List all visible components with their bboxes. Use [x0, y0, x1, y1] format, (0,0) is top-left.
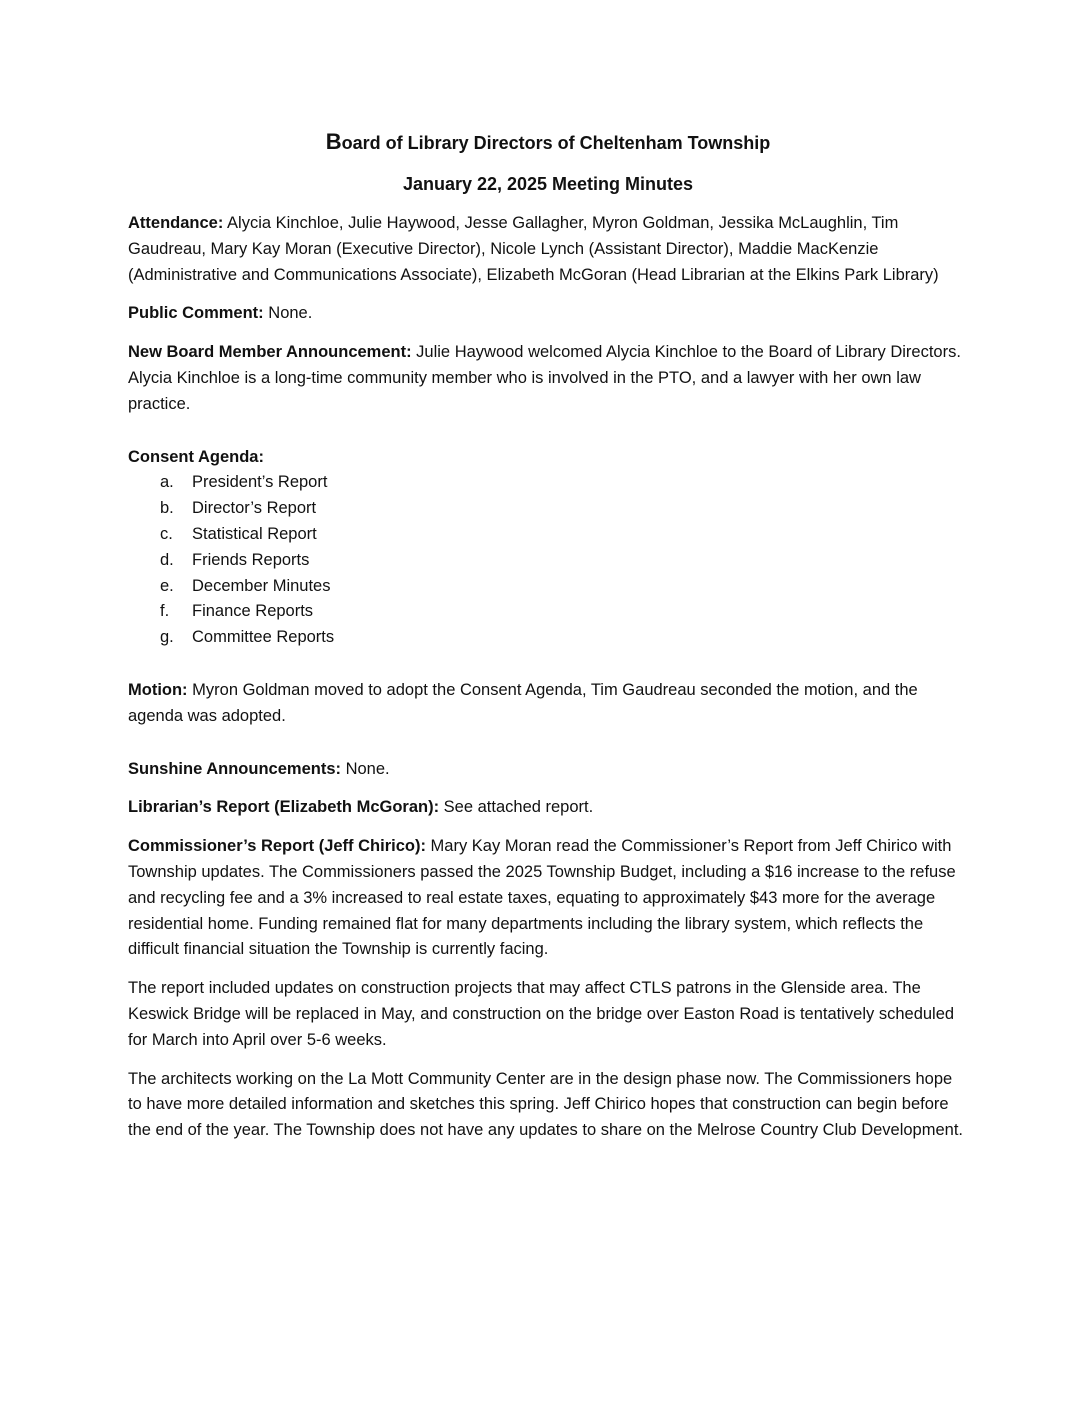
- list-item: f. Finance Reports: [160, 602, 314, 621]
- attendance-label: Attendance:: [128, 214, 224, 232]
- commissioner-text: Mary Kay Moran read the Commissioner’s Report from Jeff Chirico with Township updates. The Commissioners passed the 2025 Township Budget, including a $16 increase to the refuse and recycling fee and a 3% increased to real estate taxes, equating to approximately $43 more for the average residential home. Funding remained flat for many departments including the library system, which reflects the difficult financial situation the Township is currently facing.: [128, 837, 956, 959]
- attendance-paragraph: [128, 211, 968, 288]
- consent-agenda-list: [128, 470, 968, 651]
- motion-paragraph: [128, 678, 968, 730]
- document-title: [128, 130, 968, 155]
- consent-agenda-heading: Consent Agenda:: [128, 447, 264, 466]
- new-member-label: New Board Member Announcement:: [128, 343, 412, 362]
- librarian-label: Librarian’s Report (Elizabeth McGoran):: [128, 798, 440, 817]
- motion-label: Motion:: [128, 680, 188, 699]
- list-item: g. Committee Reports: [160, 628, 335, 647]
- public-comment-text: None.: [263, 304, 313, 323]
- list-item: a. President’s Report: [160, 473, 328, 492]
- sunshine-paragraph: [128, 757, 968, 783]
- commissioner-label: Commissioner’s Report (Jeff Chirico):: [128, 837, 426, 856]
- motion-text: Myron Goldman moved to adopt the Consent Agenda, Tim Gaudreau seconded the motion, and the agenda was adopted.: [128, 680, 918, 725]
- commissioner-paragraph: [128, 834, 968, 963]
- list-item: e. December Minutes: [160, 576, 331, 595]
- construction-paragraph: The report included updates on construction projects that may affect CTLS patrons in the Glenside area. The Keswick Bridge will be replaced in May, and construction on the bridge over Easton Road is tentatively scheduled for March into April over 5-6 weeks.: [128, 979, 955, 1049]
- title-initial: B: [325, 129, 342, 154]
- title-rest: oard of Library Directors of Cheltenham Township: [341, 133, 771, 153]
- document-subtitle: January 22, 2025 Meeting Minutes: [402, 174, 694, 194]
- document-page: [128, 128, 968, 1144]
- librarian-text: See attached report.: [439, 798, 594, 817]
- sunshine-text: None.: [341, 759, 390, 778]
- librarian-paragraph: [128, 795, 968, 821]
- sunshine-label: Sunshine Announcements:: [128, 759, 341, 778]
- architects-paragraph: The architects working on the La Mott Community Center are in the design phase now. The Commissioners hope to have more detailed information and sketches this spring. Jeff Chirico hopes that construction can begin before the end of the year. The Township does not have any updates to share on the Melrose Country Club Development.: [128, 1069, 963, 1140]
- list-item: c. Statistical Report: [160, 524, 317, 543]
- attendance-text: Alycia Kinchloe, Julie Haywood, Jesse Gallagher, Myron Goldman, Jessika McLaughlin, Tim Gaudreau, Mary Kay Moran (Executive Director), Nicole Lynch (Assistant Director), Maddie MacKenzie (Administrative and Communications Associate), Elizabeth McGoran (Head Librarian at the Elkins Park Library): [128, 214, 939, 284]
- list-item: d. Friends Reports: [160, 550, 310, 569]
- public-comment-paragraph: [128, 301, 968, 327]
- public-comment-label: Public Comment:: [128, 304, 264, 323]
- list-item: b. Director’s Report: [160, 499, 317, 518]
- new-member-text: Julie Haywood welcomed Alycia Kinchloe to the Board of Library Directors. Alycia Kinchloe is a long-time community member who is involved in the PTO, and a lawyer with her own law practice.: [128, 343, 961, 413]
- new-member-paragraph: [128, 340, 968, 417]
